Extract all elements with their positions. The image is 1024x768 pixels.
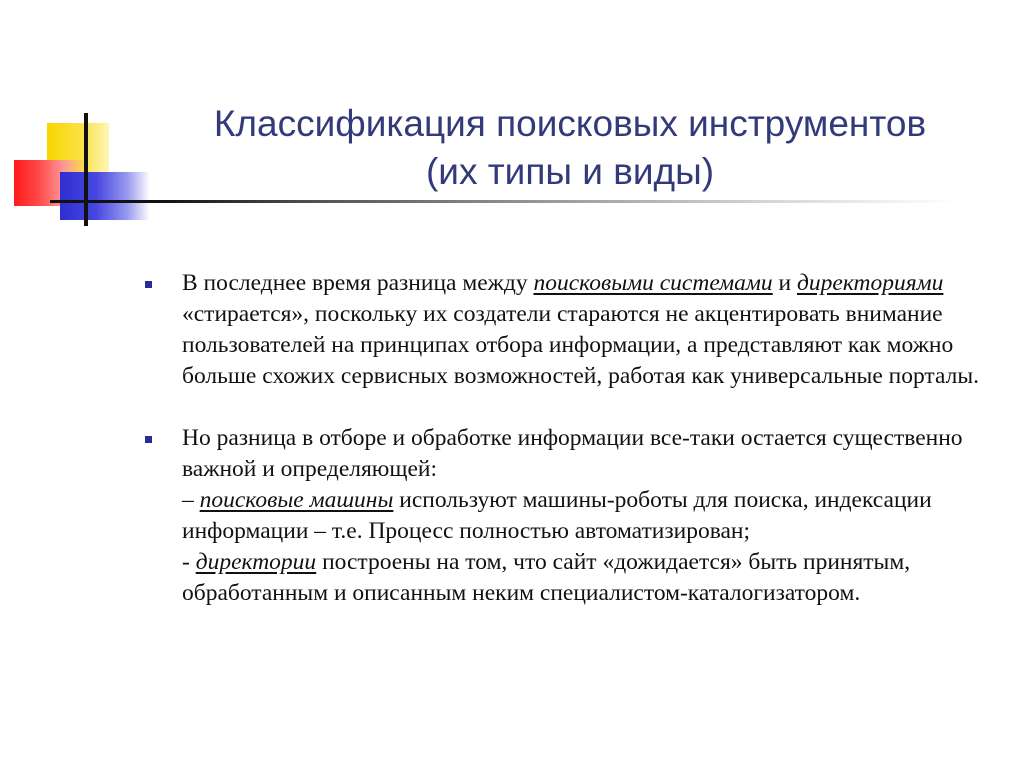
- bullet2-intro: Но разница в отборе и обработке информации все-таки остается существенно важной и определяющей:: [182, 425, 963, 482]
- bullet2-directories-text: построены на том, что сайт «дожидается» быть принятым, обработанным и описанным неким специалистом-каталогизатором.: [182, 549, 911, 606]
- bullet-list: [140, 268, 1000, 609]
- bullet2-directories-line: [182, 547, 1000, 609]
- term-directories: директориями: [797, 270, 944, 296]
- bullet1-rest: «стирается», поскольку их создатели стараются не акцентировать внимание пользователей на принципах отбора информации, а представляют как можно больше схожих сервисных возможностей, работая как универсальные порталы.: [182, 301, 979, 389]
- term-search-machines: поисковые машины: [199, 487, 394, 513]
- bullet2-dash2: -: [182, 549, 196, 575]
- bullet1-and: и: [772, 270, 797, 296]
- bullet2-machines-text: используют машины-роботы для поиска, индексации информации – т.е. Процесс полностью автоматизирован;: [182, 487, 932, 544]
- bullet-item-2: [140, 423, 1000, 609]
- slide-title-line1: Классификация поисковых инструментов: [213, 103, 927, 144]
- term-search-systems: поисковыми системами: [533, 270, 773, 296]
- bullet2-dash1: –: [182, 487, 200, 513]
- term-directories-2: директории: [195, 549, 317, 575]
- bullet2-machines-line: [182, 485, 1000, 547]
- decor-blue-square: [60, 172, 150, 220]
- bullet1-intro: В последнее время разница между: [182, 270, 534, 296]
- title-underline: [50, 200, 960, 203]
- decor-vertical-line: [84, 113, 88, 226]
- slide-title: [150, 100, 990, 196]
- slide-title-line2: (их типы и виды): [425, 151, 715, 192]
- bullet-square-icon: [145, 281, 152, 288]
- bullet-item-1: [140, 268, 1000, 392]
- bullet-square-icon: [145, 436, 152, 443]
